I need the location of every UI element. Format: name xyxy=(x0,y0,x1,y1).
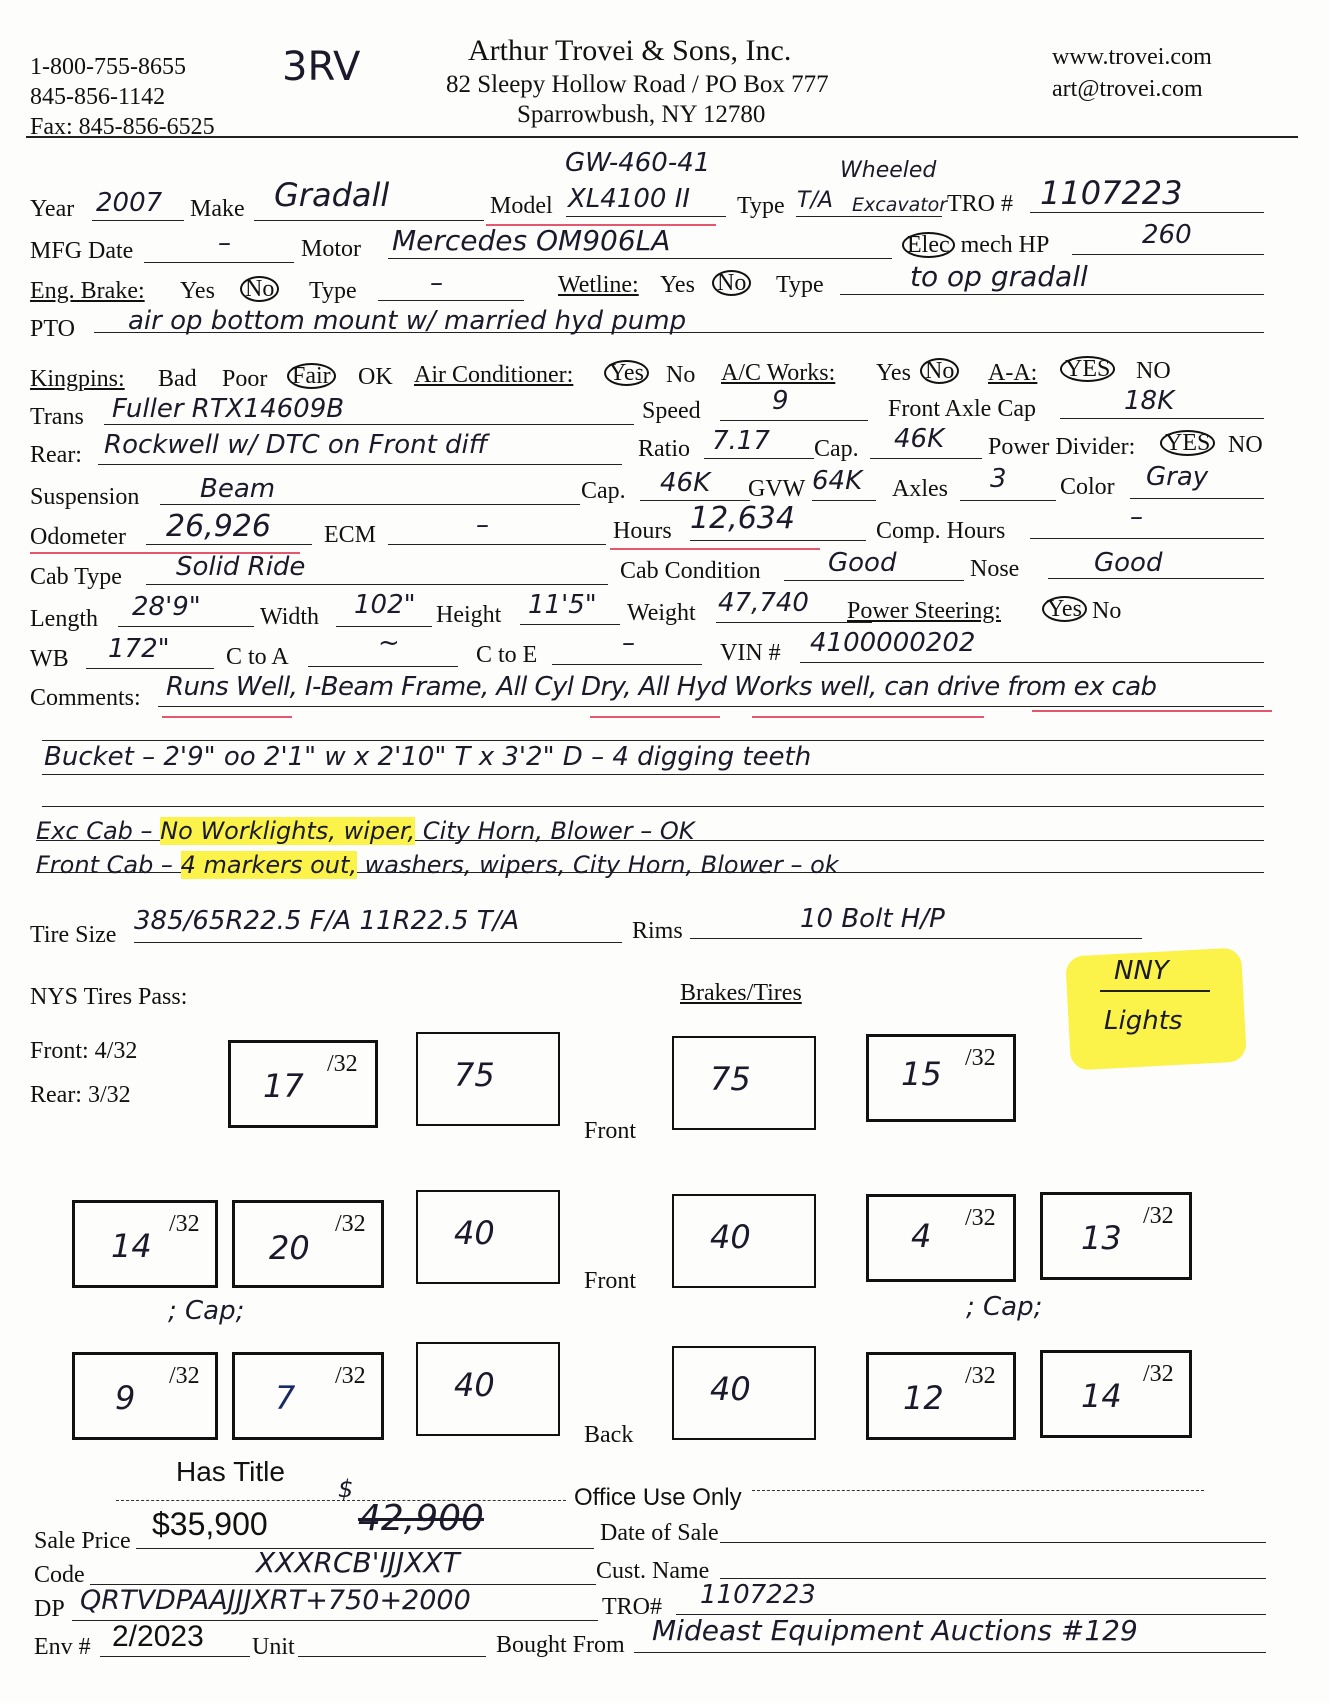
type-value: Excavator xyxy=(852,194,948,216)
rear-line xyxy=(98,464,622,465)
type-label: Type xyxy=(737,193,785,219)
odometer-value: 26,926 xyxy=(166,509,271,544)
sale-price-label: Sale Price xyxy=(34,1528,131,1554)
comments-line-4 xyxy=(42,806,1264,807)
make-label: Make xyxy=(190,196,245,222)
c-to-e-label: C to E xyxy=(476,642,538,668)
cust-name-line xyxy=(720,1578,1266,1579)
color-value: Gray xyxy=(1146,462,1209,492)
rear-cap-value: 46K xyxy=(894,424,945,454)
year-value: 2007 xyxy=(96,188,163,218)
susp-cap-value: 46K xyxy=(660,468,711,498)
c-to-a-value: ~ xyxy=(378,628,400,658)
wetline-type-value: to op gradall xyxy=(910,260,1088,293)
wb-label: WB xyxy=(30,646,69,672)
weight-label: Weight xyxy=(627,600,696,626)
motor-value: Mercedes OM906LA xyxy=(392,224,671,257)
tire-fraction: /32 xyxy=(965,1205,996,1231)
brake-value: 40 xyxy=(454,1214,495,1252)
bought-from-line xyxy=(634,1652,1266,1653)
brake-box-r2-c3 xyxy=(416,1190,560,1284)
length-value: 28'9" xyxy=(132,592,201,622)
nys-tires-label: NYS Tires Pass: xyxy=(30,984,188,1010)
tire-box-r2-c2 xyxy=(232,1200,384,1288)
pto-label: PTO xyxy=(30,316,75,342)
front-axle-cap-line xyxy=(1060,418,1264,419)
wetline-no xyxy=(712,270,751,296)
hours-label: Hours xyxy=(613,518,672,544)
has-title-note: Has Title xyxy=(176,1456,285,1487)
cap-note-left: ; Cap; xyxy=(168,1296,245,1326)
rear-cap-line xyxy=(870,458,982,459)
comments-3-lead: Exc Cab – xyxy=(36,817,153,845)
brake-box-r1-c2 xyxy=(416,1032,560,1126)
axle-label-back: Back xyxy=(584,1422,634,1448)
ratio-label: Ratio xyxy=(638,436,690,462)
code-value: XXXRCB'IJJXXT xyxy=(256,1546,460,1579)
comments-2: Bucket – 2'9" oo 2'1" w x 2'10" T x 3'2" D – 4 digging teeth xyxy=(44,742,812,772)
hours-value: 12,634 xyxy=(690,501,795,536)
tire-value: 13 xyxy=(1081,1219,1122,1257)
nose-value: Good xyxy=(1094,548,1163,578)
tire-value: 15 xyxy=(901,1055,942,1093)
eng-brake-no xyxy=(240,276,279,302)
tire-box-r3-c5 xyxy=(866,1352,1016,1440)
cap-note-right: ; Cap; xyxy=(966,1292,1043,1322)
tire-fraction: /32 xyxy=(335,1363,366,1389)
rims-line xyxy=(690,938,1142,939)
year-label: Year xyxy=(30,196,75,222)
tro-hash-value: 1107223 xyxy=(700,1580,816,1610)
model-value: XL4100 II xyxy=(568,184,691,214)
env-label: Env # xyxy=(34,1634,91,1660)
ratio-value: 7.17 xyxy=(712,426,770,456)
company-website: www.trovei.com xyxy=(1052,44,1212,70)
tire-box-r2-c1 xyxy=(72,1200,218,1288)
cab-type-label: Cab Type xyxy=(30,564,122,590)
make-value: Gradall xyxy=(274,176,390,214)
hours-line xyxy=(690,540,866,541)
tire-size-value: 385/65R22.5 F/A 11R22.5 T/A xyxy=(134,906,520,936)
odometer-line xyxy=(146,544,312,545)
front-spec: Front: 4/32 xyxy=(30,1038,138,1064)
brake-value: 75 xyxy=(710,1060,751,1098)
gvw-label: GVW xyxy=(748,476,806,502)
company-address-1: 82 Sleepy Hollow Road / PO Box 777 xyxy=(446,71,829,98)
office-dash-right xyxy=(752,1490,1204,1491)
vin-value: 4100000202 xyxy=(810,628,976,658)
sale-price-dollar: $ xyxy=(338,1475,354,1503)
suspension-line xyxy=(160,504,580,505)
eng-brake-type-label: Type xyxy=(309,278,357,304)
brake-box-r1-c3 xyxy=(672,1036,816,1130)
vin-label: VIN # xyxy=(720,640,781,666)
susp-cap-label: Cap. xyxy=(581,478,626,504)
year-line xyxy=(92,220,184,221)
tire-fraction: /32 xyxy=(335,1211,366,1237)
tire-box-r1-c4 xyxy=(866,1034,1016,1122)
wetline-type-label: Type xyxy=(776,272,824,298)
ac-yes-circled: Yes xyxy=(604,360,649,386)
ac-works-no xyxy=(920,358,959,384)
weight-value: 47,740 xyxy=(718,588,809,618)
gvw-value: 64K xyxy=(812,466,863,496)
mfg-date-value: – xyxy=(218,228,231,258)
rear-spec: Rear: 3/32 xyxy=(30,1082,131,1108)
eng-brake-yes: Yes xyxy=(180,278,215,304)
trans-label: Trans xyxy=(30,404,84,430)
tire-value: 12 xyxy=(903,1379,944,1417)
brake-value: 40 xyxy=(454,1366,495,1404)
height-label: Height xyxy=(436,602,502,628)
phone-tollfree: 1-800-755-8655 xyxy=(30,54,186,80)
power-divider-no: NO xyxy=(1228,432,1263,458)
cab-condition-value: Good xyxy=(828,548,897,578)
phone-local: 845-856-1142 xyxy=(30,84,166,110)
hp-value: 260 xyxy=(1142,220,1192,250)
height-value: 11'5" xyxy=(528,590,597,620)
tire-box-r3-c6 xyxy=(1040,1350,1192,1438)
comments-line-3 xyxy=(42,774,1264,775)
comments-4-highlight: 4 markers out, xyxy=(180,851,358,879)
front-axle-cap-value: 18K xyxy=(1124,386,1175,416)
kingpins-label: Kingpins: xyxy=(30,366,125,392)
aa-yes xyxy=(1060,356,1115,382)
eng-brake-no-circled: No xyxy=(240,276,279,302)
odometer-label: Odometer xyxy=(30,524,126,550)
power-divider-yes xyxy=(1160,430,1215,456)
aa-yes-circled: YES xyxy=(1060,356,1115,382)
length-label: Length xyxy=(30,606,98,632)
rear-label: Rear: xyxy=(30,442,82,468)
tire-value: 14 xyxy=(111,1227,152,1265)
tire-fraction: /32 xyxy=(169,1211,200,1237)
model-line xyxy=(566,216,726,217)
comments-red-2 xyxy=(590,716,720,718)
wetline-label: Wetline: xyxy=(558,272,639,298)
tire-fraction: /32 xyxy=(965,1045,996,1071)
speed-value: 9 xyxy=(772,386,789,416)
tire-size-label: Tire Size xyxy=(30,922,117,948)
rims-value: 10 Bolt H/P xyxy=(800,904,945,934)
ac-works-yes: Yes xyxy=(876,360,911,386)
comp-hours-label: Comp. Hours xyxy=(876,518,1006,544)
front-axle-cap-label: Front Axle Cap xyxy=(888,396,1036,422)
comments-label: Comments: xyxy=(30,685,141,711)
tire-fraction: /32 xyxy=(1143,1203,1174,1229)
company-name: Arthur Trovei & Sons, Inc. xyxy=(468,34,792,67)
motor-line xyxy=(388,258,892,259)
unit-label: Unit xyxy=(252,1634,295,1660)
comments-red-3 xyxy=(752,716,984,718)
comments-4-rest: washers, wipers, City Horn, Blower – ok xyxy=(364,851,839,879)
kingpins-poor: Poor xyxy=(222,366,268,392)
aa-no: NO xyxy=(1136,358,1171,384)
tire-box-r2-c5 xyxy=(866,1194,1016,1282)
aa-label: A-A: xyxy=(988,360,1038,386)
type-note: Wheeled xyxy=(840,158,937,183)
model-label: Model xyxy=(490,193,553,219)
power-steering-no: No xyxy=(1092,598,1122,624)
comp-hours-line xyxy=(1030,538,1264,539)
eng-brake-type-line xyxy=(378,300,524,301)
tro-value: 1107223 xyxy=(1040,174,1183,212)
nose-line xyxy=(1048,578,1264,579)
brake-box-r3-c4 xyxy=(672,1346,816,1440)
brake-value: 75 xyxy=(454,1056,495,1094)
stamp-code: 3RV xyxy=(282,44,361,90)
suspension-label: Suspension xyxy=(30,484,140,510)
comments-3 xyxy=(36,816,695,846)
sale-price-struck: 42,900 xyxy=(358,1498,484,1539)
tire-fraction: /32 xyxy=(1143,1361,1174,1387)
tire-box-r2-c6 xyxy=(1040,1192,1192,1280)
axle-label-front-2: Front xyxy=(584,1268,637,1294)
power-steering-label: Power Steering: xyxy=(847,598,1001,624)
kingpins-ok: OK xyxy=(358,364,393,390)
make-line xyxy=(254,220,484,221)
office-use-only-label: Office Use Only xyxy=(574,1484,742,1511)
sale-price-typed: $35,900 xyxy=(152,1506,268,1542)
cust-name-label: Cust. Name xyxy=(596,1558,710,1584)
axles-value: 3 xyxy=(990,464,1007,494)
comments-line-1 xyxy=(158,706,1264,707)
brake-box-r3-c3 xyxy=(416,1342,560,1436)
model-note: GW-460-41 xyxy=(565,148,711,178)
rear-cap-label: Cap. xyxy=(814,436,859,462)
cab-type-value: Solid Ride xyxy=(176,552,306,582)
brake-value: 40 xyxy=(710,1218,751,1256)
rear-value: Rockwell w/ DTC on Front diff xyxy=(104,430,488,460)
kingpins-bad: Bad xyxy=(158,366,197,392)
kingpins-fair xyxy=(287,363,336,389)
speed-line xyxy=(720,420,868,421)
tire-size-line xyxy=(134,942,622,943)
speed-label: Speed xyxy=(642,398,701,424)
c-to-e-line xyxy=(552,664,702,665)
comments-1: Runs Well, I-Beam Frame, All Cyl Dry, All Hyd Works well, can drive from ex cab xyxy=(166,672,1157,702)
color-line xyxy=(1130,498,1264,499)
sticky-note-line1: NNY xyxy=(1114,956,1169,986)
sticky-note-rule xyxy=(1100,990,1210,992)
comments-3-rest: City Horn, Blower – OK xyxy=(422,817,695,845)
nose-label: Nose xyxy=(970,556,1020,582)
axle-label-front-1: Front xyxy=(584,1118,637,1144)
width-value: 102" xyxy=(354,590,416,620)
date-of-sale-label: Date of Sale xyxy=(600,1520,719,1546)
dp-label: DP xyxy=(34,1596,65,1622)
comments-red-4 xyxy=(1032,710,1272,712)
kingpins-fair-circled: Fair xyxy=(287,363,336,389)
fax-number: Fax: 845-856-6525 xyxy=(30,114,215,140)
cab-type-line xyxy=(146,584,608,585)
comments-red-1 xyxy=(162,716,292,718)
c-to-a-line xyxy=(308,666,458,667)
unit-line xyxy=(298,1656,486,1657)
tire-fraction: /32 xyxy=(327,1051,358,1077)
tire-value: 9 xyxy=(115,1379,136,1417)
env-line xyxy=(100,1656,250,1657)
ecm-line xyxy=(388,544,606,545)
company-email: art@trovei.com xyxy=(1052,76,1203,102)
comp-hours-value: – xyxy=(1130,502,1143,532)
tire-fraction: /32 xyxy=(965,1363,996,1389)
mech-hp-label: mech HP xyxy=(960,232,1050,258)
ac-label: Air Conditioner: xyxy=(414,362,574,388)
length-line xyxy=(118,626,254,627)
mfg-date-line xyxy=(144,262,294,263)
rims-label: Rims xyxy=(632,918,683,944)
eng-brake-type-value: – xyxy=(430,268,443,298)
type-value-ta: T/A xyxy=(797,188,833,213)
comments-4 xyxy=(36,850,839,880)
trans-line xyxy=(104,424,634,425)
trans-value: Fuller RTX14609B xyxy=(112,394,345,424)
cab-condition-line xyxy=(784,580,964,581)
cab-condition-label: Cab Condition xyxy=(620,558,761,584)
width-label: Width xyxy=(260,604,320,630)
comments-line-2 xyxy=(42,740,1264,741)
tire-value: 4 xyxy=(911,1217,932,1255)
ecm-value: – xyxy=(476,510,489,540)
ac-no: No xyxy=(666,362,696,388)
elec-mech-label xyxy=(902,232,1049,258)
axles-line xyxy=(960,500,1056,501)
ecm-label: ECM xyxy=(324,522,377,548)
power-steering-yes xyxy=(1042,596,1087,622)
elec-circled: Elec xyxy=(902,232,955,258)
tro-line xyxy=(1030,212,1264,213)
wb-value: 172" xyxy=(108,634,170,664)
brakes-tires-label: Brakes/Tires xyxy=(680,980,802,1006)
env-value: 2/2023 xyxy=(112,1620,204,1653)
tire-fraction: /32 xyxy=(169,1363,200,1389)
tire-value: 17 xyxy=(263,1067,304,1105)
wb-line xyxy=(86,668,214,669)
brake-value: 40 xyxy=(710,1370,751,1408)
bought-from-label: Bought From xyxy=(496,1632,625,1658)
tire-value: 14 xyxy=(1081,1377,1122,1415)
tro-hash-label: TRO# xyxy=(602,1594,662,1620)
eng-brake-label: Eng. Brake: xyxy=(30,278,145,304)
wetline-no-circled: No xyxy=(712,270,751,296)
sticky-note-line2: Lights xyxy=(1104,1006,1183,1036)
pto-value: air op bottom mount w/ married hyd pump xyxy=(128,306,687,336)
comments-4-lead: Front Cab – xyxy=(36,851,173,879)
tire-box-r1-c1 xyxy=(228,1040,378,1128)
height-line xyxy=(520,624,620,625)
power-divider-label: Power Divider: xyxy=(988,434,1136,460)
ac-works-label: A/C Works: xyxy=(721,360,836,386)
ratio-line xyxy=(704,458,814,459)
power-steering-yes-circled: Yes xyxy=(1042,596,1087,622)
gvw-line xyxy=(812,500,876,501)
motor-label: Motor xyxy=(301,236,361,262)
wetline-type-line xyxy=(840,294,1264,295)
c-to-a-label: C to A xyxy=(226,644,289,670)
tire-value: 7 xyxy=(275,1379,296,1417)
axles-label: Axles xyxy=(892,476,948,502)
comments-3-highlight: No Worklights, wiper, xyxy=(160,817,416,845)
header-rule xyxy=(26,136,1298,138)
ac-yes xyxy=(604,360,649,386)
suspension-value: Beam xyxy=(200,474,276,504)
color-label: Color xyxy=(1060,474,1115,500)
mfg-date-label: MFG Date xyxy=(30,238,134,264)
c-to-e-value: – xyxy=(622,628,635,658)
date-of-sale-line xyxy=(720,1542,1266,1543)
company-address-2: Sparrowbush, NY 12780 xyxy=(517,101,766,128)
code-label: Code xyxy=(34,1562,85,1588)
tire-box-r3-c2 xyxy=(232,1352,384,1440)
tire-box-r3-c1 xyxy=(72,1352,218,1440)
tro-label: TRO # xyxy=(947,191,1013,217)
tire-value: 20 xyxy=(269,1229,310,1267)
hp-line xyxy=(1072,254,1264,255)
power-divider-yes-circled: YES xyxy=(1160,430,1215,456)
width-line xyxy=(336,626,432,627)
brake-box-r2-c4 xyxy=(672,1194,816,1288)
hours-red-underline xyxy=(610,548,820,550)
vin-line xyxy=(800,662,1264,663)
ac-works-no-circled: No xyxy=(920,358,959,384)
bought-from-value: Mideast Equipment Auctions #129 xyxy=(652,1614,1138,1647)
dp-value: QRTVDPAAJJJXRT+750+2000 xyxy=(80,1585,471,1616)
wetline-yes: Yes xyxy=(660,272,695,298)
